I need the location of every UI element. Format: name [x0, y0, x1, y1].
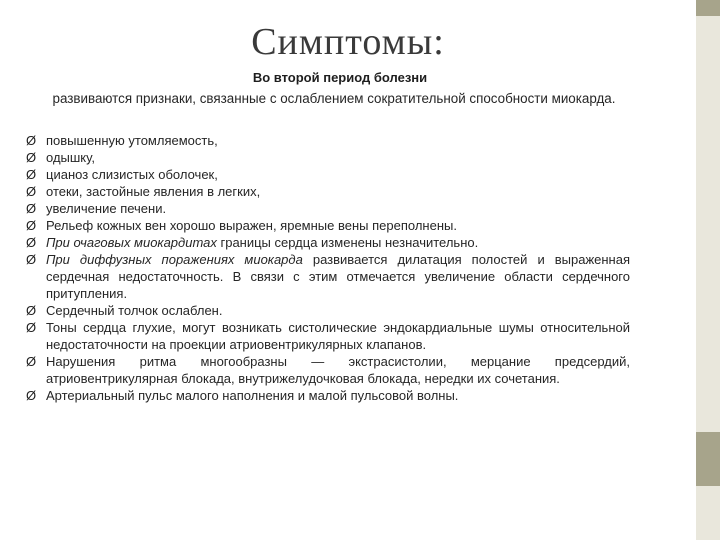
arrow-bullet-icon: Ø	[26, 354, 37, 369]
arrow-bullet-icon: Ø	[26, 320, 37, 335]
arrow-bullet-icon: Ø	[26, 201, 37, 216]
arrow-bullet-icon: Ø	[26, 388, 37, 403]
list-item: Ø При диффузных поражениях миокарда развивается дилатация полостей и выраженная сердечная недостаточность. В связи с этим отмечается увеличение области сердечного притупления.	[26, 252, 630, 301]
side-decoration-bar	[696, 0, 720, 540]
arrow-bullet-icon: Ø	[26, 235, 37, 250]
list-item: Ø Сердечный толчок ослаблен.	[26, 303, 223, 318]
intro-paragraph: развиваются признаки, связанные с ослаблением сократительной способности миокарда.	[52, 91, 616, 106]
slide-subtitle: Во второй период болезни	[252, 70, 428, 85]
list-item: Ø Тоны сердца глухие, могут возникать систолические эндокардиальные шумы относительной недостаточности на проекции атриовентрикулярных клапанов.	[26, 320, 630, 352]
arrow-bullet-icon: Ø	[26, 150, 37, 165]
arrow-bullet-icon: Ø	[26, 133, 37, 148]
list-item: Ø цианоз слизистых оболочек,	[26, 167, 218, 182]
arrow-bullet-icon: Ø	[26, 303, 37, 318]
arrow-bullet-icon: Ø	[26, 218, 37, 233]
arrow-bullet-icon: Ø	[26, 252, 37, 267]
list-item: Ø повышенную утомляемость,	[26, 133, 218, 148]
arrow-bullet-icon: Ø	[26, 184, 37, 199]
side-accent-lower	[696, 432, 720, 486]
arrow-bullet-icon: Ø	[26, 167, 37, 182]
list-item: Ø При очаговых миокардитах границы сердца изменены незначительно.	[26, 235, 479, 250]
symptom-list	[26, 132, 630, 404]
list-item: Ø Артериальный пульс малого наполнения и малой пульсовой волны.	[26, 388, 459, 403]
slide-title: Симптомы:	[251, 21, 445, 63]
list-item: Ø увеличение печени.	[26, 201, 167, 216]
list-item: Ø Нарушения ритма многообразны — экстрасистолии, мерцание предсердий, атриовентрикулярная блокада, внутрижелудочковая блокада, нередки их сочетания.	[26, 354, 630, 386]
list-item: Ø отеки, застойные явления в легких,	[26, 184, 261, 199]
list-item: Ø Рельеф кожных вен хорошо выражен, яремные вены переполнены.	[26, 218, 457, 233]
list-item: Ø одышку,	[26, 150, 95, 165]
side-accent-top	[696, 0, 720, 16]
